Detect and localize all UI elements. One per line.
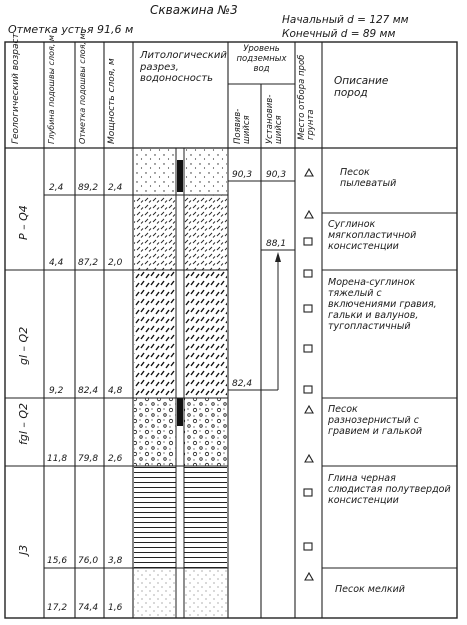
geo-age-layer-1: Р – Q4: [17, 205, 30, 240]
thick-layer-2: 2,0: [108, 258, 123, 268]
collar-elevation: Отметка устья 91,6 м: [8, 23, 134, 36]
description-layer-1: Песок пылеватый: [340, 167, 397, 189]
elev-layer-5: 76,0: [78, 556, 99, 566]
gw-appeared-1: 90,3: [232, 170, 253, 180]
description-layer-3: Морена-суглинок тяжелый с включениями гравия, гальки и валунов, тугопластичный: [328, 277, 437, 332]
header-geo-age: Геологический возраст: [11, 33, 21, 144]
geo-age-layer-5: J3: [17, 544, 30, 555]
thick-layer-5: 3,8: [108, 556, 123, 566]
depth-layer-1: 2,4: [49, 183, 64, 193]
elev-layer-2: 87,2: [78, 258, 99, 268]
header-gw-established: Установив-шийся: [265, 94, 284, 144]
thick-layer-1: 2,4: [108, 183, 123, 193]
depth-layer-6: 17,2: [47, 603, 68, 613]
elev-layer-4: 79,8: [78, 454, 99, 464]
thick-layer-4: 2,6: [108, 454, 123, 464]
well-title: Скважина №3: [150, 3, 238, 17]
description-layer-4: Песок разнозернистый с гравием и галькой: [328, 404, 423, 437]
header-lithology: Литологический разрез, водоносность: [140, 50, 227, 84]
description-layer-6: Песок мелкий: [335, 584, 405, 595]
gw-established-2: 88,1: [266, 239, 287, 249]
final-diameter: Конечный d = 89 мм: [282, 28, 396, 40]
depth-layer-2: 4,4: [49, 258, 64, 268]
gw-appeared-2: 82,4: [232, 379, 253, 389]
description-layer-5: Глина черная слюдистая полутвердой консистенции: [328, 473, 451, 506]
depth-layer-4: 11,8: [47, 454, 68, 464]
geo-age-layer-3: gl – Q2: [17, 326, 30, 365]
header-layer-bottom-elevation: Отметка подошвы слоя, м: [78, 33, 87, 144]
depth-layer-5: 15,6: [47, 556, 68, 566]
header-sampling: Место отбора проб грунта: [297, 54, 316, 140]
elev-layer-6: 74,4: [78, 603, 99, 613]
description-layer-2: Суглинок мягкопластичной консистенции: [328, 219, 417, 252]
elev-layer-3: 82,4: [78, 386, 99, 396]
elev-layer-1: 89,2: [78, 183, 99, 193]
gw-established-1: 90,3: [266, 170, 287, 180]
header-layer-thickness: Мощность слоя, м: [107, 58, 117, 144]
header-description: Описание пород: [334, 75, 389, 100]
header-gw-appeared: Появив-шийся: [233, 108, 252, 144]
header-layer-bottom-depth: Глубина подошвы слоя, м: [47, 35, 56, 144]
thick-layer-6: 1,6: [108, 603, 123, 613]
geo-age-layer-4: fgl – Q2: [17, 402, 30, 445]
header-groundwater-level: Уровень подземных вод: [236, 44, 287, 74]
thick-layer-3: 4,8: [108, 386, 123, 396]
initial-diameter: Начальный d = 127 мм: [282, 14, 409, 26]
depth-layer-3: 9,2: [49, 386, 64, 396]
